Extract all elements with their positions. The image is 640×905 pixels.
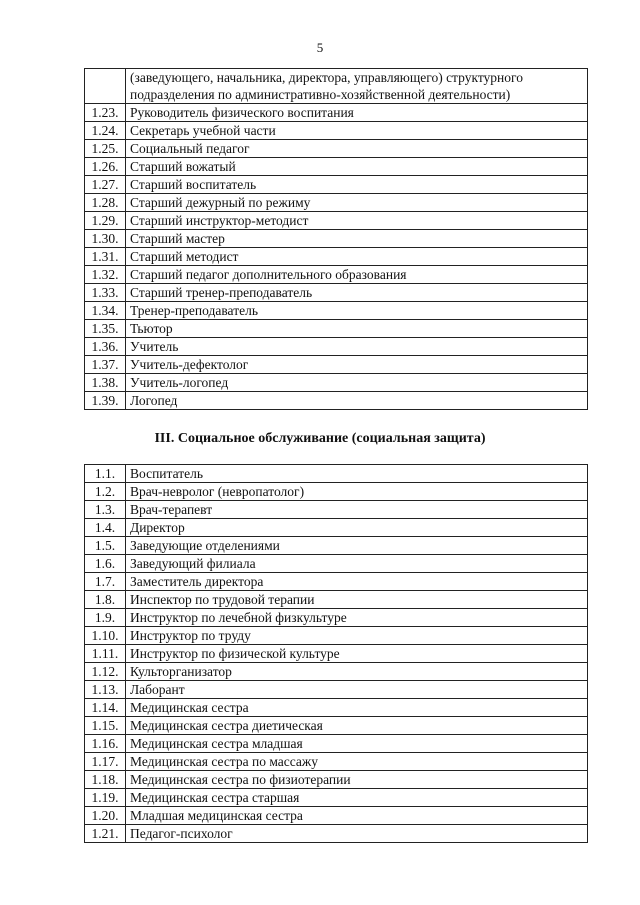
row-number-cell bbox=[85, 69, 126, 104]
row-number-cell: 1.9. bbox=[85, 609, 126, 627]
row-title-cell: Педагог-психолог bbox=[126, 825, 588, 843]
row-number-cell: 1.37. bbox=[85, 356, 126, 374]
row-number-cell: 1.11. bbox=[85, 645, 126, 663]
row-title-cell: (заведующего, начальника, директора, управляющего) структурного подразделения по административно-хозяйственной деятельности) bbox=[126, 69, 588, 104]
positions-table-education-body bbox=[85, 69, 588, 410]
row-title-cell: Лаборант bbox=[126, 681, 588, 699]
table-row bbox=[85, 338, 588, 356]
table-row bbox=[85, 284, 588, 302]
row-number-cell: 1.24. bbox=[85, 122, 126, 140]
table-row bbox=[85, 645, 588, 663]
row-title-cell: Культорганизатор bbox=[126, 663, 588, 681]
table-row bbox=[85, 140, 588, 158]
row-number-cell: 1.2. bbox=[85, 483, 126, 501]
row-title-cell: Заведующие отделениями bbox=[126, 537, 588, 555]
row-title-cell: Медицинская сестра диетическая bbox=[126, 717, 588, 735]
table-row bbox=[85, 392, 588, 410]
row-number-cell: 1.19. bbox=[85, 789, 126, 807]
row-title-cell: Медицинская сестра младшая bbox=[126, 735, 588, 753]
row-number-cell: 1.21. bbox=[85, 825, 126, 843]
table-row bbox=[85, 483, 588, 501]
row-title-cell: Учитель-логопед bbox=[126, 374, 588, 392]
table-row bbox=[85, 771, 588, 789]
row-title-cell: Инструктор по лечебной физкультуре bbox=[126, 609, 588, 627]
row-title-cell: Старший мастер bbox=[126, 230, 588, 248]
row-number-cell: 1.29. bbox=[85, 212, 126, 230]
row-number-cell: 1.6. bbox=[85, 555, 126, 573]
row-number-cell: 1.17. bbox=[85, 753, 126, 771]
table-row bbox=[85, 699, 588, 717]
row-number-cell: 1.10. bbox=[85, 627, 126, 645]
table-row bbox=[85, 753, 588, 771]
row-title-cell: Секретарь учебной части bbox=[126, 122, 588, 140]
row-number-cell: 1.35. bbox=[85, 320, 126, 338]
row-title-cell: Тренер-преподаватель bbox=[126, 302, 588, 320]
table-row bbox=[85, 122, 588, 140]
row-number-cell: 1.38. bbox=[85, 374, 126, 392]
row-title-cell: Воспитатель bbox=[126, 465, 588, 483]
table-row bbox=[85, 519, 588, 537]
table-row bbox=[85, 501, 588, 519]
row-number-cell: 1.30. bbox=[85, 230, 126, 248]
table-row bbox=[85, 320, 588, 338]
table-row bbox=[85, 230, 588, 248]
row-number-cell: 1.23. bbox=[85, 104, 126, 122]
row-number-cell: 1.18. bbox=[85, 771, 126, 789]
row-title-cell: Руководитель физического воспитания bbox=[126, 104, 588, 122]
row-title-cell: Учитель-дефектолог bbox=[126, 356, 588, 374]
positions-table-social bbox=[84, 464, 588, 843]
row-title-cell: Медицинская сестра по массажу bbox=[126, 753, 588, 771]
row-title-cell: Старший инструктор-методист bbox=[126, 212, 588, 230]
table-row bbox=[85, 158, 588, 176]
table-row bbox=[85, 681, 588, 699]
row-number-cell: 1.15. bbox=[85, 717, 126, 735]
row-title-cell: Инструктор по физической культуре bbox=[126, 645, 588, 663]
table-row bbox=[85, 627, 588, 645]
row-number-cell: 1.16. bbox=[85, 735, 126, 753]
row-number-cell: 1.25. bbox=[85, 140, 126, 158]
row-number-cell: 1.1. bbox=[85, 465, 126, 483]
row-number-cell: 1.20. bbox=[85, 807, 126, 825]
row-number-cell: 1.27. bbox=[85, 176, 126, 194]
row-number-cell: 1.3. bbox=[85, 501, 126, 519]
row-title-cell: Учитель bbox=[126, 338, 588, 356]
row-number-cell: 1.26. bbox=[85, 158, 126, 176]
row-title-cell: Медицинская сестра по физиотерапии bbox=[126, 771, 588, 789]
table-row bbox=[85, 465, 588, 483]
row-number-cell: 1.5. bbox=[85, 537, 126, 555]
table-row bbox=[85, 735, 588, 753]
table-row bbox=[85, 266, 588, 284]
row-number-cell: 1.8. bbox=[85, 591, 126, 609]
row-title-cell: Врач-невролог (невропатолог) bbox=[126, 483, 588, 501]
row-number-cell: 1.12. bbox=[85, 663, 126, 681]
table-row bbox=[85, 176, 588, 194]
row-title-cell: Логопед bbox=[126, 392, 588, 410]
row-number-cell: 1.36. bbox=[85, 338, 126, 356]
table-row bbox=[85, 194, 588, 212]
table-row bbox=[85, 104, 588, 122]
table-row bbox=[85, 537, 588, 555]
row-title-cell: Тьютор bbox=[126, 320, 588, 338]
row-number-cell: 1.39. bbox=[85, 392, 126, 410]
table-row bbox=[85, 717, 588, 735]
table-row bbox=[85, 591, 588, 609]
row-title-cell: Инспектор по трудовой терапии bbox=[126, 591, 588, 609]
table-row bbox=[85, 212, 588, 230]
table-row bbox=[85, 573, 588, 591]
row-number-cell: 1.31. bbox=[85, 248, 126, 266]
row-title-cell: Старший вожатый bbox=[126, 158, 588, 176]
row-number-cell: 1.32. bbox=[85, 266, 126, 284]
row-title-cell: Старший дежурный по режиму bbox=[126, 194, 588, 212]
row-title-cell: Младшая медицинская сестра bbox=[126, 807, 588, 825]
row-number-cell: 1.4. bbox=[85, 519, 126, 537]
row-title-cell: Заместитель директора bbox=[126, 573, 588, 591]
table-row bbox=[85, 356, 588, 374]
row-title-cell: Старший методист bbox=[126, 248, 588, 266]
row-number-cell: 1.33. bbox=[85, 284, 126, 302]
section-heading: III. Социальное обслуживание (социальная защита) bbox=[154, 431, 486, 446]
row-title-cell: Заведующий филиала bbox=[126, 555, 588, 573]
table-row bbox=[85, 374, 588, 392]
table-row bbox=[85, 789, 588, 807]
table-row bbox=[85, 663, 588, 681]
table-row bbox=[85, 302, 588, 320]
row-title-cell: Старший тренер-преподаватель bbox=[126, 284, 588, 302]
row-title-cell: Социальный педагог bbox=[126, 140, 588, 158]
row-title-cell: Инструктор по труду bbox=[126, 627, 588, 645]
table-row bbox=[85, 248, 588, 266]
row-number-cell: 1.13. bbox=[85, 681, 126, 699]
page-number: 5 bbox=[316, 40, 324, 55]
row-number-cell: 1.28. bbox=[85, 194, 126, 212]
row-number-cell: 1.34. bbox=[85, 302, 126, 320]
table-row bbox=[85, 69, 588, 104]
row-title-cell: Директор bbox=[126, 519, 588, 537]
row-number-cell: 1.14. bbox=[85, 699, 126, 717]
row-number-cell: 1.7. bbox=[85, 573, 126, 591]
table-row bbox=[85, 555, 588, 573]
row-title-cell: Врач-терапевт bbox=[126, 501, 588, 519]
table-row bbox=[85, 807, 588, 825]
row-title-cell: Медицинская сестра bbox=[126, 699, 588, 717]
row-title-cell: Медицинская сестра старшая bbox=[126, 789, 588, 807]
table-row bbox=[85, 825, 588, 843]
row-title-cell: Старший воспитатель bbox=[126, 176, 588, 194]
positions-table-education bbox=[84, 68, 588, 410]
positions-table-social-body bbox=[85, 465, 588, 843]
table-row bbox=[85, 609, 588, 627]
row-title-cell: Старший педагог дополнительного образования bbox=[126, 266, 588, 284]
